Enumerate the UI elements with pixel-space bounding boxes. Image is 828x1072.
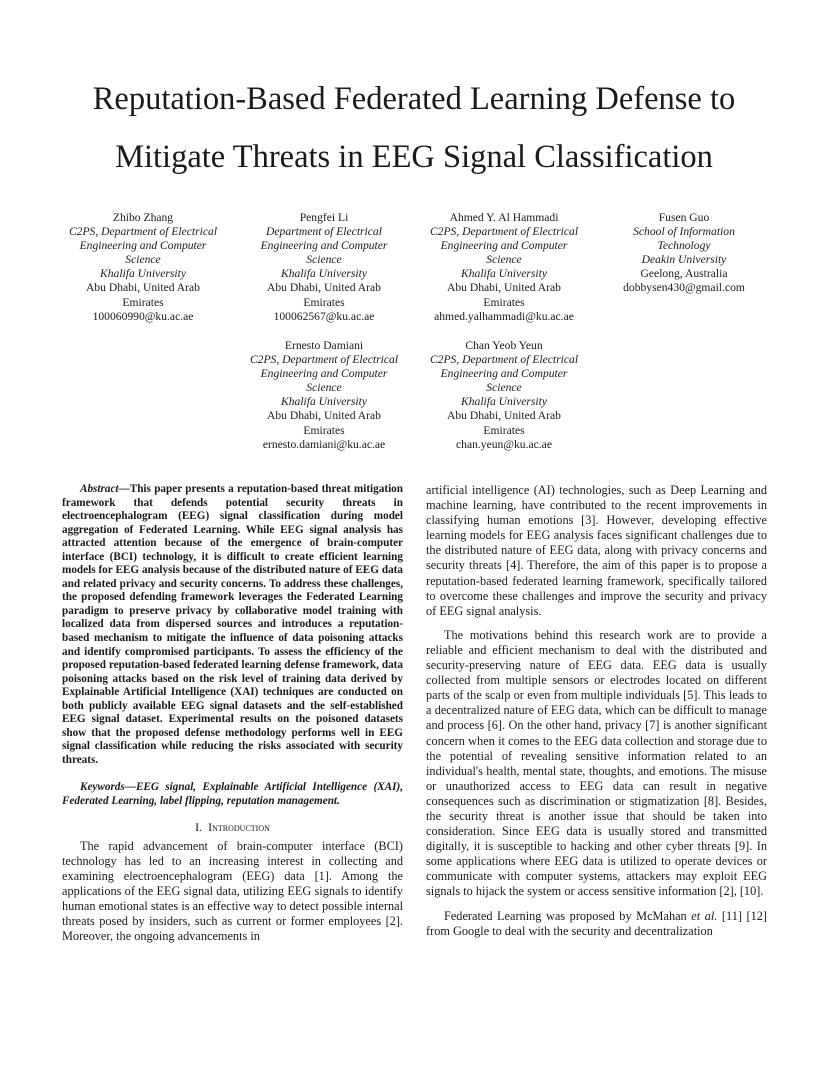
author-university: Khalifa University [461, 267, 547, 281]
author-name: Chan Yeob Yeun [465, 339, 543, 352]
author-department: Technology [657, 239, 711, 253]
paper-title-line-1: Reputation-Based Federated Learning Defense to [92, 81, 736, 117]
author-city: Geelong, Australia [640, 267, 728, 281]
author-name: Fusen Guo [658, 211, 710, 224]
paper-title [0, 70, 828, 186]
author-department: Science [306, 253, 342, 267]
author-department: Engineering and Computer [440, 367, 568, 381]
author-email: 100062567@ku.ac.ae [273, 309, 375, 323]
author-department: Engineering and Computer [79, 239, 207, 253]
author-city: Abu Dhabi, United Arab [447, 409, 561, 423]
right-column [426, 483, 767, 939]
author-city: Abu Dhabi, United Arab [267, 281, 381, 295]
body-paragraph [426, 909, 767, 939]
abstract [62, 483, 403, 767]
author-block [53, 211, 233, 324]
author-email: chan.yeun@ku.ac.ae [456, 437, 552, 451]
author-department: C2PS, Department of Electrical [68, 225, 218, 239]
author-city: Abu Dhabi, United Arab [86, 281, 200, 295]
author-university: Khalifa University [461, 395, 547, 409]
author-block [414, 211, 594, 324]
body-text: [11] [12] from Google to deal with the security and decentralization [426, 908, 767, 938]
author-university: Khalifa University [100, 267, 186, 281]
keywords: Keywords—EEG signal, Explainable Artificial Intelligence (XAI), Federated Learning, label flipping, reputation management. [62, 781, 403, 808]
author-country: Emirates [483, 295, 525, 309]
intro-paragraph: The rapid advancement of brain-computer interface (BCI) technology has led to an increasing interest in collecting and examining electroencephalogram (EEG) data [1]. Among the applications of the EEG signal data, utilizing EEG signals to identify human emotional states is an effective way to detect possible internal threats posed by insiders, such as current or former employees [2]. Moreover, the ongoing advancements in [62, 838, 403, 944]
left-column [62, 483, 403, 944]
author-university: Khalifa University [281, 395, 367, 409]
author-department: Science [306, 381, 342, 395]
author-city: Abu Dhabi, United Arab [447, 281, 561, 295]
author-university: Deakin University [641, 253, 727, 267]
author-country: Emirates [122, 295, 164, 309]
abstract-text: —This paper presents a reputation-based threat mitigation framework that defends potential security threats in electroencephalogram (EEG) signal classification during model aggregation of Federated Learning. While EEG signal analysis has attracted attention because of the emergence of brain-computer interface (BCI) technology, it is difficult to create efficient learning models for EEG analysis because of the distributed nature of EEG data and related privacy and security concerns. To address these challenges, the proposed defending framework leverages the Federated Learning paradigm to preserve privacy by collaborative model training with localized data from dispersed sources and introduces a reputation-based mechanism to mitigate the influence of data poisoning attacks and identify compromised participants. To assess the efficiency of the proposed reputation-based federated learning defense framework, data poisoning attacks based on the risk level of training data derived by Explainable Artificial Intelligence (XAI) techniques are conducted on both publicly available EEG signal datasets and the self-established EEG signal dataset. Experimental results on the poisoned datasets show that the proposed defense methodology performs well in EEG signal classification while reducing the risks associated with security threats. [62, 483, 403, 766]
author-block [594, 211, 774, 296]
author-department: Engineering and Computer [440, 239, 568, 253]
author-country: Emirates [483, 423, 525, 437]
body-paragraph: The motivations behind this research work are to provide a reliable and efficient mechanism to deal with the distributed and security-preserving nature of EEG data. EEG data is usually collected from multiple sensors or electrodes located on different parts of the scalp or even from multiple individuals [5]. This leads to a decentralized nature of EEG data, which can be difficult to manage and process [6]. On the other hand, privacy [7] is another significant concern when it comes to the EEG data collection and storage due to the potential of revealing sensitive information related to an individual's health, mental state, thoughts, and emotions. The misuse or unauthorized access to EEG data can result in negative consequences such as discrimination or stigmatization [8]. Besides, the security threat is another issue that should be taken into consideration. Since EEG data is usually stored and transmitted digitally, it is susceptible to hacking and other cyber threats [9]. In some applications where EEG data is utilized to operate devices or communicate with computer systems, attackers may exploit EEG signals to hijack the system or access sensitive information [2], [10]. [426, 627, 767, 899]
author-city: Abu Dhabi, United Arab [267, 409, 381, 423]
author-department: Science [125, 253, 161, 267]
author-block [234, 211, 414, 324]
author-email: ernesto.damiani@ku.ac.ae [262, 437, 386, 451]
author-department: Engineering and Computer [260, 367, 388, 381]
author-country: Emirates [303, 423, 345, 437]
section-heading [62, 820, 403, 835]
author-department: C2PS, Department of Electrical [429, 353, 579, 367]
author-email: ahmed.yalhammadi@ku.ac.ae [434, 309, 574, 323]
author-block [234, 339, 414, 452]
author-department: C2PS, Department of Electrical [249, 353, 399, 367]
paper-title-line-2: Mitigate Threats in EEG Signal Classification [115, 139, 713, 175]
body-text: Federated Learning was proposed by McMahan [444, 908, 692, 923]
author-name: Ernesto Damiani [284, 339, 364, 352]
author-name: Zhibo Zhang [112, 211, 174, 224]
abstract-label: Abstract [80, 483, 119, 495]
author-department: School of Information [633, 225, 735, 239]
author-email: dobbysen430@gmail.com [623, 281, 745, 295]
author-country: Emirates [303, 295, 345, 309]
author-block [414, 339, 594, 452]
section-numeral: I. [195, 819, 203, 834]
body-paragraph: artificial intelligence (AI) technologies, such as Deep Learning and machine learning, have contributed to the recent improvements in classifying human emotions [3]. However, developing effective learning models for EEG analysis faces significant challenges due to the distributed nature of EEG data, along with privacy concerns and security threats [4]. Therefore, the aim of this paper is to propose a reputation-based federated learning framework, specifically tailored to overcome these challenges and improve the security and privacy of EEG signal analysis. [426, 483, 767, 618]
author-email: 100060990@ku.ac.ae [92, 309, 194, 323]
body-text-italic: et al. [691, 908, 718, 923]
author-department: Science [486, 381, 522, 395]
author-department: Department of Electrical [266, 225, 382, 239]
author-university: Khalifa University [281, 267, 367, 281]
author-name: Pengfei Li [299, 211, 349, 224]
author-name: Ahmed Y. Al Hammadi [449, 211, 559, 224]
author-department: Engineering and Computer [260, 239, 388, 253]
section-title: Introduction [208, 819, 270, 834]
author-department: C2PS, Department of Electrical [429, 225, 579, 239]
author-department: Science [486, 253, 522, 267]
